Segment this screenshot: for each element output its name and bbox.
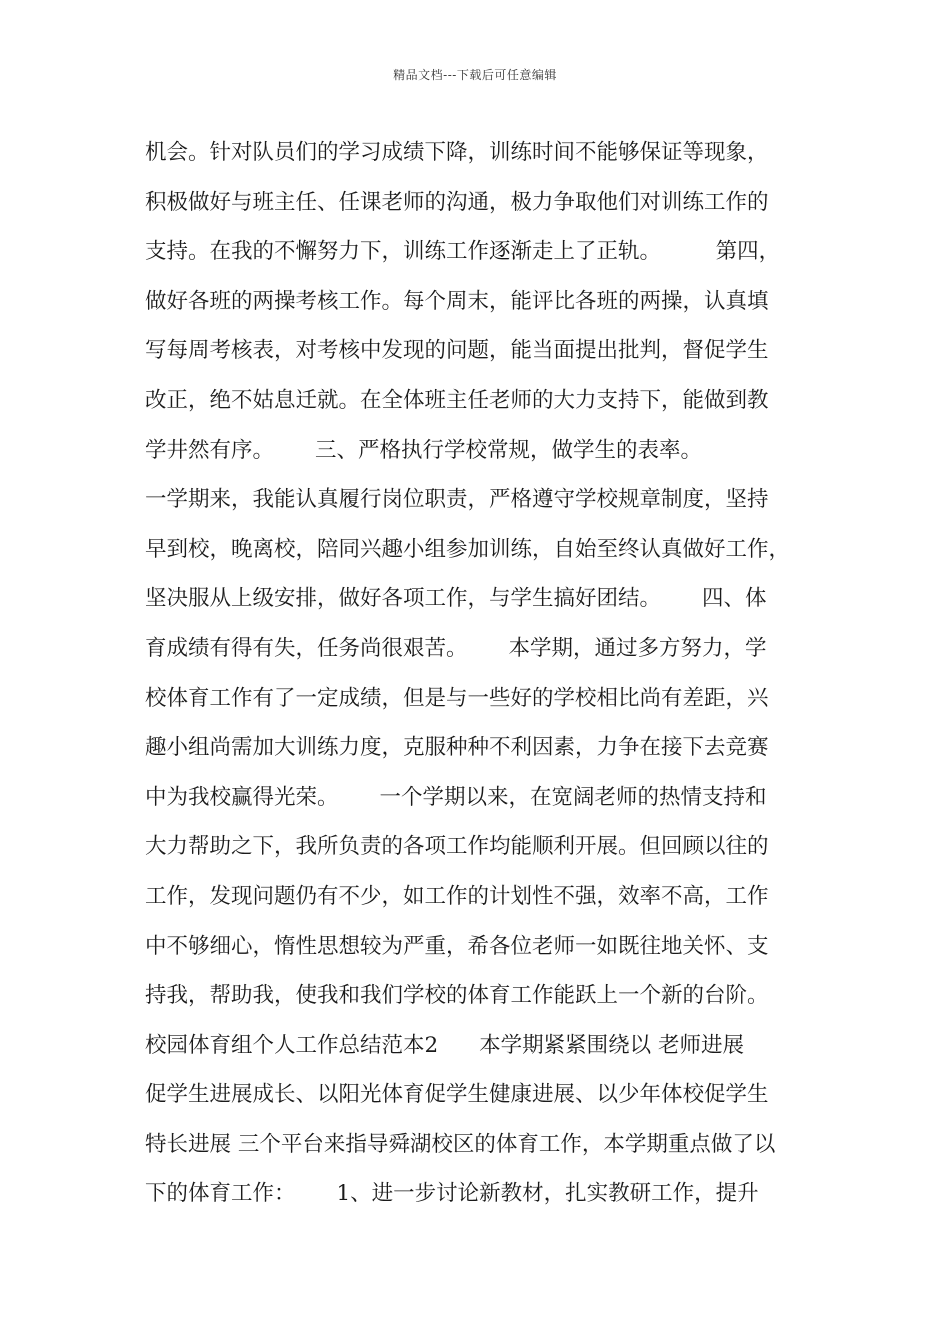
text-line: 促学生进展成长、以阳光体育促学生健康进展、以少年体校促学生 — [145, 1082, 769, 1108]
text-line: 学井然有序。 三、严格执行学校常规，做学生的表率。 — [145, 437, 703, 463]
document-body — [145, 128, 825, 1219]
text-line: 支持。在我的不懈努力下，训练工作逐渐走上了正轨。 第四， — [145, 239, 781, 265]
text-line: 趣小组尚需加大训练力度，克服种种不利因素，力争在接下去竞赛 — [145, 735, 769, 761]
text-line: 早到校，晚离校，陪同兴趣小组参加训练，自始至终认真做好工作， — [145, 536, 791, 562]
text-line: 改正，绝不姑息迁就。在全体班主任老师的大力支持下，能做到教 — [145, 387, 769, 413]
text-line: 校园体育组个人工作总结范本2 本学期紧紧围绕以 老师进展 — [145, 1032, 745, 1058]
text-line: 大力帮助之下，我所负责的各项工作均能顺利开展。但回顾以往的 — [145, 834, 769, 860]
page-header: 精品文档---下载后可任意编辑 — [393, 68, 557, 82]
text-line: 校体育工作有了一定成绩，但是与一些好的学校相比尚有差距，兴 — [145, 685, 769, 711]
text-line: 中为我校赢得光荣。 一个学期以来，在宽阔老师的热情支持和 — [145, 784, 767, 810]
text-line: 持我，帮助我，使我和我们学校的体育工作能跃上一个新的台阶。 — [145, 983, 769, 1009]
text-line: 中不够细心，惰性思想较为严重，希各位老师一如既往地关怀、支 — [145, 933, 769, 959]
text-line: 积极做好与班主任、任课老师的沟通，极力争取他们对训练工作的 — [145, 189, 769, 215]
text-line: 机会。针对队员们的学习成绩下降，训练时间不能够保证等现象， — [145, 140, 769, 165]
text-line: 做好各班的两操考核工作。每个周末，能评比各班的两操，认真填 — [145, 288, 769, 314]
text-line: 下的体育工作： 1、进一步讨论新教材，扎实教研工作，提升 — [145, 1181, 759, 1207]
text-line: 特长进展 三个平台来指导舜湖校区的体育工作，本学期重点做了以 — [145, 1131, 776, 1157]
text-line: 写每周考核表，对考核中发现的问题，能当面提出批判，督促学生 — [145, 338, 769, 364]
text-line: 坚决服从上级安排，做好各项工作，与学生搞好团结。 四、体 — [145, 586, 767, 612]
text-line: 工作，发现问题仍有不少，如工作的计划性不强，效率不高，工作 — [145, 883, 769, 909]
text-line: 一学期来，我能认真履行岗位职责，严格遵守学校规章制度，坚持 — [145, 487, 769, 513]
text-line: 育成绩有得有失，任务尚很艰苦。 本学期，通过多方努力，学 — [145, 635, 767, 661]
